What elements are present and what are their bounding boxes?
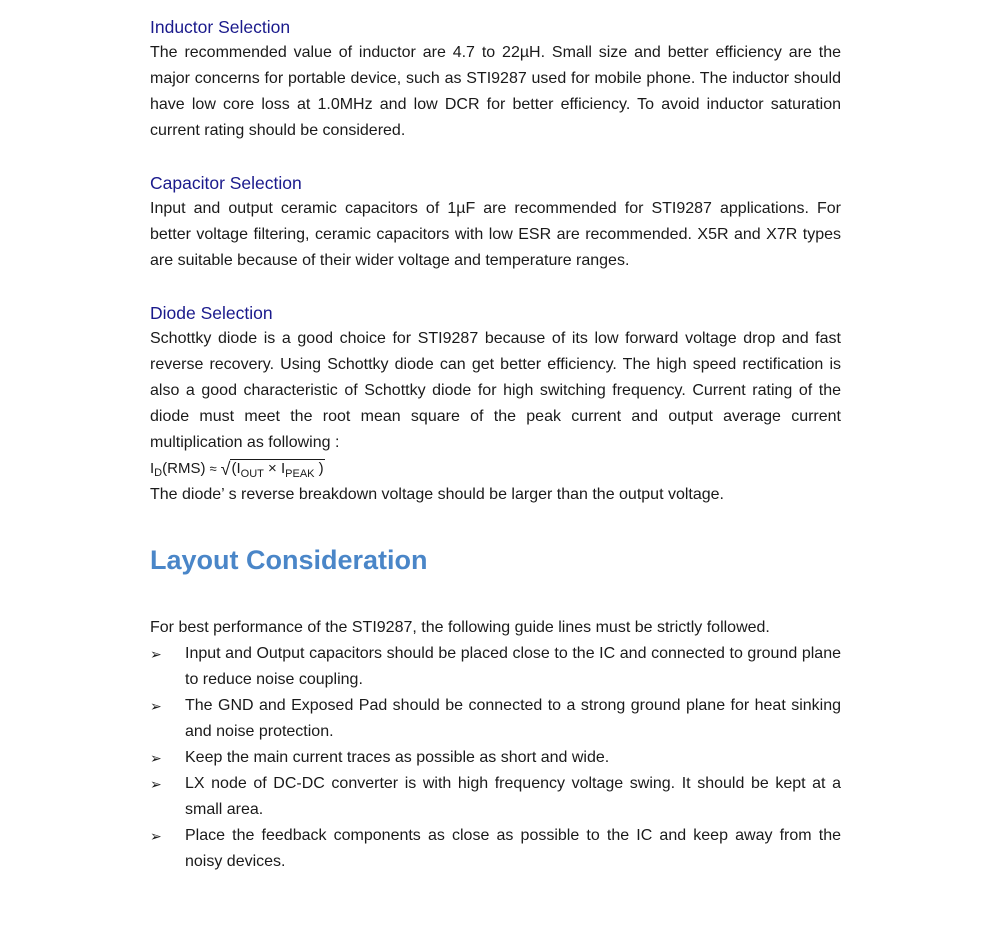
list-item-text: Input and Output capacitors should be placed close to the IC and connected to ground plane to reduce noise coupling.: [185, 645, 841, 688]
formula-lhs-rest: (RMS): [162, 460, 206, 477]
list-item: [150, 641, 841, 693]
bullet-arrow-icon: ➢: [150, 828, 162, 844]
formula-out-sub: OUT: [240, 468, 264, 480]
list-item-text: Place the feedback components as close as possible to the IC and keep away from the noisy devices.: [185, 827, 841, 870]
bullet-arrow-icon: ➢: [150, 698, 162, 714]
list-item-text: Keep the main current traces as possible as short and wide.: [185, 749, 610, 766]
layout-guidelines-list: [150, 641, 841, 875]
bullet-arrow-icon: ➢: [150, 646, 162, 662]
diode-closing-paragraph: The diode’ s reverse breakdown voltage should be larger than the output voltage.: [150, 486, 724, 503]
list-item-text: LX node of DC-DC converter is with high frequency voltage swing. It should be kept at a small area.: [185, 775, 841, 818]
formula-open: (I: [231, 460, 241, 477]
formula-lhs-sub: D: [154, 467, 163, 479]
document-page: [150, 14, 841, 875]
sqrt-icon: √: [220, 459, 231, 479]
list-item-text: The GND and Exposed Pad should be connected to a strong ground plane for heat sinking and noise protection.: [185, 697, 841, 740]
bullet-arrow-icon: ➢: [150, 750, 162, 766]
rms-formula: [150, 456, 841, 482]
inductor-paragraph: The recommended value of inductor are 4.7 to 22µH. Small size and better efficiency are the major concerns for portable device, such as STI9287 used for mobile phone. The inductor should have low core loss at 1.0MHz and low DCR for better efficiency. To avoid inductor saturation current rating should be considered.: [150, 44, 841, 139]
inductor-heading: Inductor Selection: [150, 17, 291, 37]
list-item: [150, 823, 841, 875]
formula-lhs-main: I: [150, 460, 155, 477]
formula-times: × I: [263, 460, 286, 477]
diode-paragraph: Schottky diode is a good choice for STI9287 because of its low forward voltage drop and fast reverse recovery. Using Schottky diode can get better efficiency. The high speed rectification is also a good characteristic of Schottky diode for high switching frequency. Current rating of the diode must meet the root mean square of the peak current and output average current multiplication as following :: [150, 330, 841, 451]
list-item: [150, 693, 841, 745]
formula-approx: ≈: [209, 461, 217, 476]
formula-peak-sub: PEAK: [285, 468, 315, 480]
capacitor-heading: Capacitor Selection: [150, 173, 302, 193]
capacitor-paragraph: Input and output ceramic capacitors of 1µF are recommended for STI9287 applications. For better voltage filtering, ceramic capacitors with low ESR are recommended. X5R and X7R types are suitable because of their wider voltage and temperature ranges.: [150, 200, 841, 269]
bullet-arrow-icon: ➢: [150, 776, 162, 792]
list-item: [150, 771, 841, 823]
formula-close: ): [314, 460, 324, 477]
layout-intro: For best performance of the STI9287, the following guide lines must be strictly followed.: [150, 619, 770, 636]
formula-radicand: [230, 459, 324, 479]
diode-heading: Diode Selection: [150, 303, 273, 323]
inductor-section: [150, 14, 841, 144]
capacitor-section: [150, 170, 841, 274]
layout-heading: Layout Consideration: [150, 545, 428, 575]
list-item: [150, 745, 841, 771]
diode-section: [150, 300, 841, 508]
